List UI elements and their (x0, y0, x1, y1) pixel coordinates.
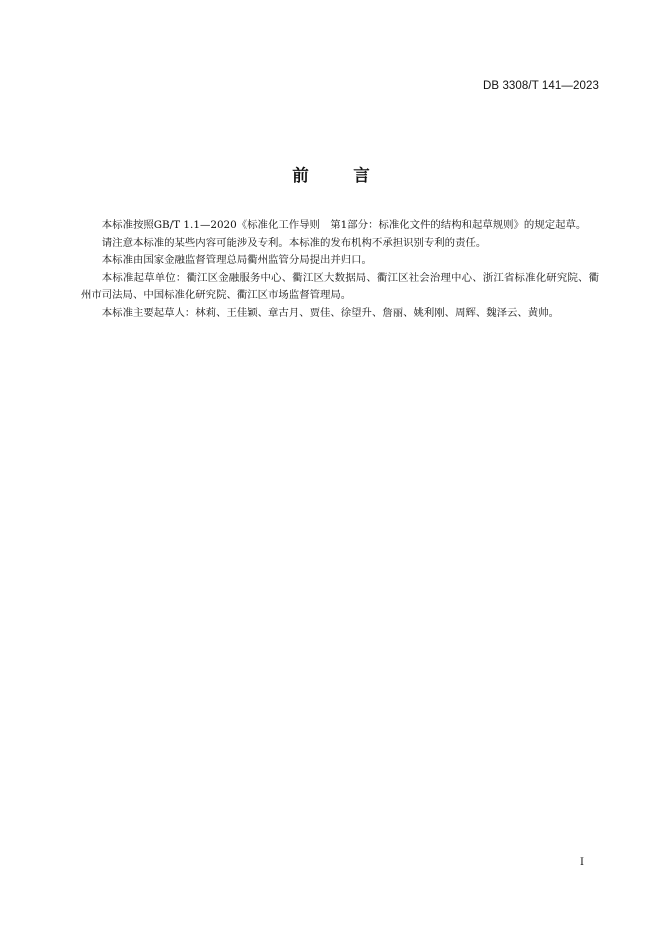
paragraph-patent-notice: 请注意本标准的某些内容可能涉及专利。本标准的发布机构不承担识别专利的责任。 (101, 236, 487, 249)
foreword-body (81, 217, 599, 323)
page-title: 前 言 (292, 166, 384, 185)
paragraph-proposer: 本标准由国家金融监督管理总局衢州监管分局提出并归口。 (101, 254, 372, 267)
paragraph-drafting-rules: 本标准按照GB/T 1.1—2020《标准化工作导则 第1部分：标准化文件的结构和起草规则》的规定起草。 (101, 219, 587, 231)
paragraph-drafting-units: 本标准起草单位：衢江区金融服务中心、衢江区大数据局、衢江区社会治理中心、浙江省标准化研究院、衢州市司法局、中国标准化研究院、衢江区市场监督管理局。 (81, 271, 599, 302)
document-code: DB 3308/T 141—2023 (482, 80, 599, 92)
page-number: I (580, 857, 584, 868)
paragraph-drafters: 本标准主要起草人：林莉、王佳颖、章古月、贾佳、徐望升、詹丽、姚利刚、周辉、魏泽云、黄帅。 (101, 306, 559, 319)
